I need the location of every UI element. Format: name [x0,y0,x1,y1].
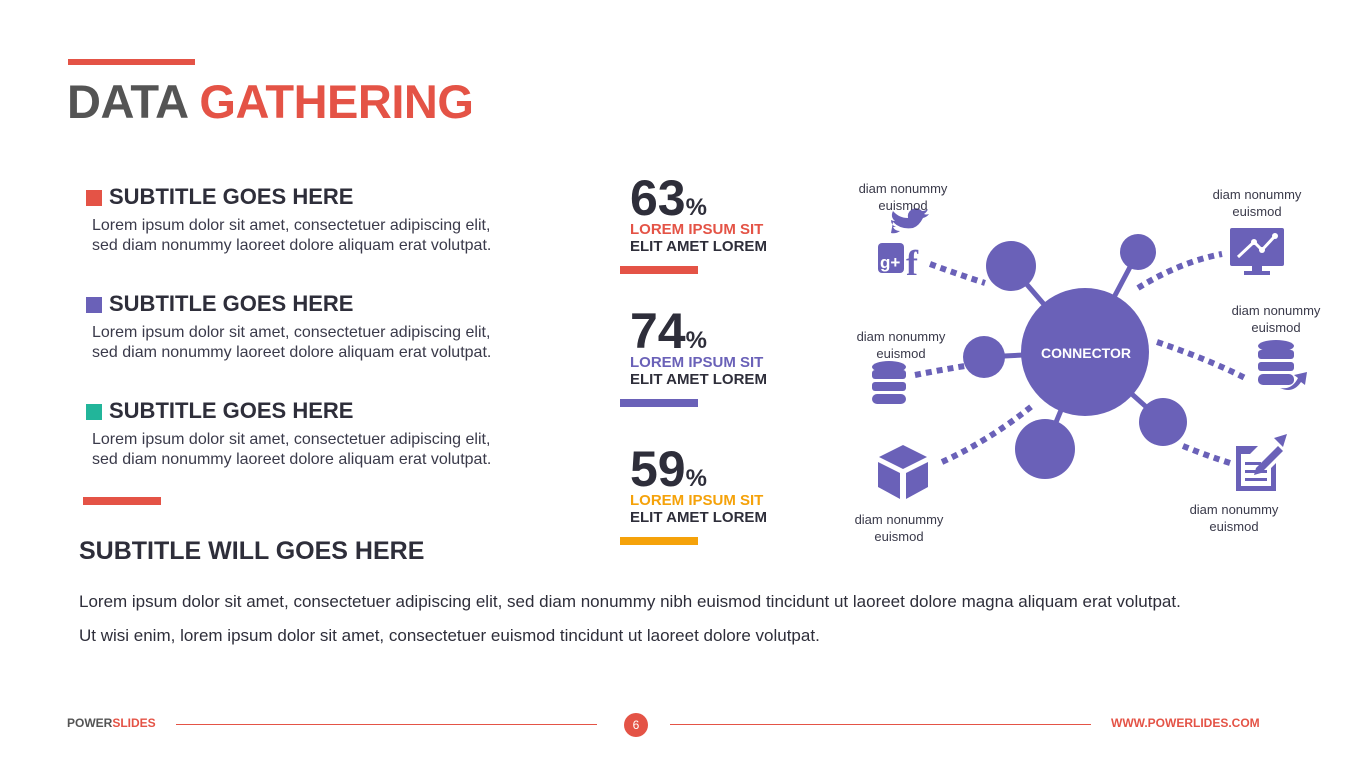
node-label: diam nonummy euismod [1212,187,1302,219]
footer-url-link[interactable]: WWW.POWERLIDES.COM [1111,716,1260,730]
stat-unit: % [685,327,707,354]
stat-label-line1: LOREM IPSUM SIT [630,492,764,509]
stat-label-line2: ELIT AMET LOREM [630,371,767,388]
subtitle-body-line1: Lorem ipsum dolor sit amet, consectetuer adipiscing elit, [92,324,491,341]
node-label: diam nonummy euismod [1231,303,1321,335]
subtitle-body-line2: sed diam nonummy laoreet dolore aliquam erat volutpat. [92,344,492,361]
subtitle-heading: SUBTITLE GOES HERE [109,398,354,423]
page-title-part1: DATA [67,75,187,128]
stat-label-line1: LOREM IPSUM SIT [630,221,764,238]
stat-value: 74% [630,303,707,359]
satellite-node [963,336,1005,378]
node-label: diam nonummy euismod [856,329,946,361]
bottom-paragraph-1: Lorem ipsum dolor sit amet, consectetuer adipiscing elit, sed diam nonummy nibh euismod tincidunt ut laoreet dolore magna aliquam erat volutpat. [79,592,1181,611]
node-label: diam nonummy euismod [1189,502,1279,534]
dashed-connector [1157,342,1245,378]
stat-unit: % [685,194,707,221]
database-export-icon [1258,340,1307,390]
stat-label-line2: ELIT AMET LOREM [630,238,767,255]
svg-text:g+: g+ [880,253,901,272]
footer-brand-part1: POWER [67,716,113,730]
subtitle-heading: SUBTITLE GOES HERE [109,184,354,209]
document-edit-icon [1236,434,1287,491]
satellite-node [1015,419,1075,479]
dashed-connector [930,264,985,283]
stat-value: 59% [630,441,707,497]
dashed-connector [915,366,965,375]
subtitle-body-line1: Lorem ipsum dolor sit amet, consectetuer adipiscing elit, [92,217,491,234]
subtitle-body-line1: Lorem ipsum dolor sit amet, consectetuer adipiscing elit, [92,431,491,448]
subtitle-body-line2: sed diam nonummy laoreet dolore aliquam erat volutpat. [92,451,492,468]
analytics-monitor-icon [1230,228,1284,275]
footer-divider-right [670,724,1091,725]
social-icon [878,208,929,283]
dashed-connector [1183,446,1230,463]
footer-brand [67,716,156,730]
satellite-node [986,241,1036,291]
subtitle-body-line2: sed diam nonummy laoreet dolore aliquam erat volutpat. [92,237,492,254]
subtitle-heading: SUBTITLE GOES HERE [109,291,354,316]
stat-label-line1: LOREM IPSUM SIT [630,354,764,371]
satellite-node [1139,398,1187,446]
satellite-node [1120,234,1156,270]
bottom-subtitle: SUBTITLE WILL GOES HERE [79,537,425,565]
footer-brand-part2: SLIDES [112,716,156,730]
box-icon [878,445,928,499]
node-label: diam nonummy euismod [858,181,948,213]
bottom-paragraph-2: Ut wisi enim, lorem ipsum dolor sit amet, consectetuer euismod tincidunt ut laoreet dolore volutpat. [79,626,820,645]
hub-label: CONNECTOR [1041,345,1131,361]
stat-value: 63% [630,170,707,226]
page-number-badge: 6 [624,713,648,737]
page-title-part2: GATHERING [199,75,474,128]
stat-label-line2: ELIT AMET LOREM [630,509,767,526]
footer-divider-left [176,724,597,725]
database-icon [872,361,906,404]
stat-unit: % [685,465,707,492]
node-label: diam nonummy euismod [854,512,944,544]
svg-text:f: f [906,243,918,283]
